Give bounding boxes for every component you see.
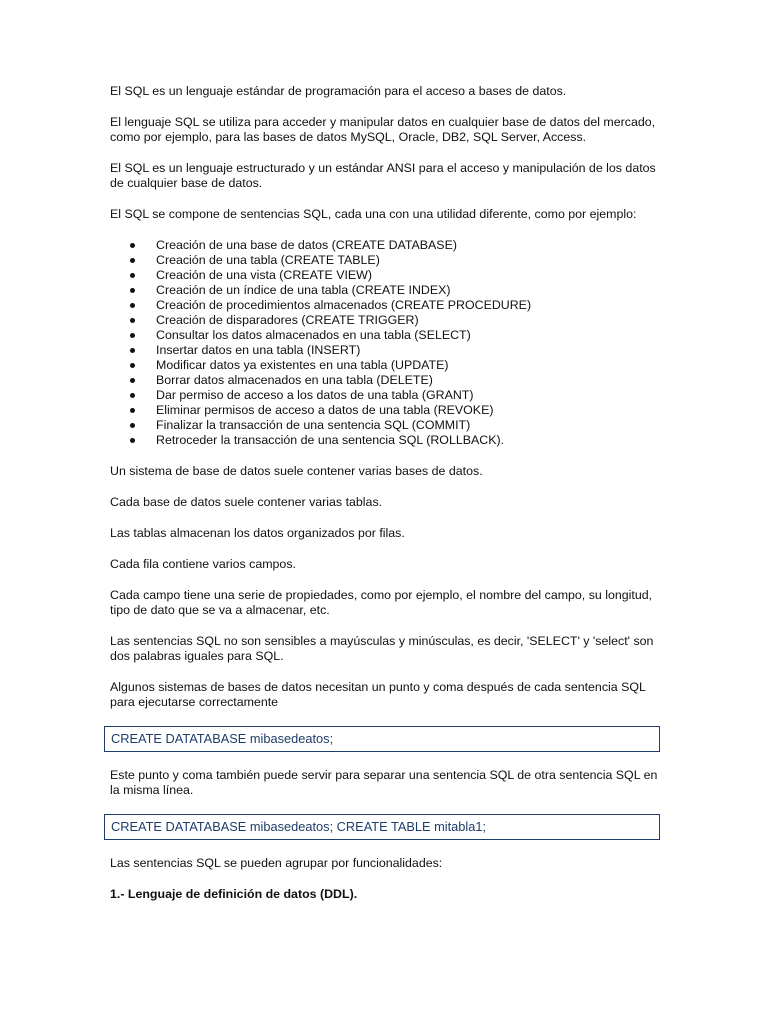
list-item bbox=[110, 373, 670, 388]
paragraph-after-code-2: Las sentencias SQL se pueden agrupar por funcionalidades: bbox=[110, 856, 443, 870]
list-item bbox=[110, 283, 670, 298]
bullet-icon bbox=[130, 288, 135, 293]
bullet-icon bbox=[130, 318, 135, 323]
list-item-text: Dar permiso de acceso a los datos de una tabla (GRANT) bbox=[156, 388, 474, 402]
list-item-text: Creación de una tabla (CREATE TABLE) bbox=[156, 253, 380, 267]
bullet-icon bbox=[130, 423, 135, 428]
code-example-box-1: CREATE DATATABASE mibasedeatos; bbox=[104, 726, 660, 752]
intro-paragraph-1: El SQL es un lenguaje estándar de programación para el acceso a bases de datos. bbox=[110, 84, 567, 98]
bullet-icon bbox=[130, 258, 135, 263]
intro-paragraph-3: El SQL es un lenguaje estructurado y un estándar ANSI para el acceso y manipulación de los datos de cualquier base de datos. bbox=[110, 161, 656, 190]
list-item-text: Insertar datos en una tabla (INSERT) bbox=[156, 343, 361, 357]
bullet-icon bbox=[130, 273, 135, 278]
bullet-icon bbox=[130, 378, 135, 383]
intro-paragraph-2: El lenguaje SQL se utiliza para acceder y manipular datos en cualquier base de datos del mercado, como por ejemplo, para las bases de datos MySQL, Oracle, DB2, SQL Server, Access. bbox=[110, 115, 656, 144]
bullet-icon bbox=[130, 393, 135, 398]
section-heading-ddl: 1.- Lenguaje de definición de datos (DDL). bbox=[110, 887, 358, 901]
list-item bbox=[110, 253, 670, 268]
list-item-text: Creación de una base de datos (CREATE DATABASE) bbox=[156, 238, 457, 252]
bullet-icon bbox=[130, 303, 135, 308]
bullet-icon bbox=[130, 408, 135, 413]
paragraph-after-code-1: Este punto y coma también puede servir para separar una sentencia SQL de otra sentencia SQL en la misma línea. bbox=[110, 768, 658, 797]
list-item-text: Borrar datos almacenados en una tabla (DELETE) bbox=[156, 373, 433, 387]
middle-paragraph-4: Cada fila contiene varios campos. bbox=[110, 557, 296, 571]
middle-paragraph-6: Las sentencias SQL no son sensibles a mayúsculas y minúsculas, es decir, 'SELECT' y 'select' son dos palabras iguales para SQL. bbox=[110, 634, 654, 663]
middle-paragraph-3: Las tablas almacenan los datos organizados por filas. bbox=[110, 526, 405, 540]
list-item-text: Creación de disparadores (CREATE TRIGGER) bbox=[156, 313, 419, 327]
list-item-text: Retroceder la transacción de una sentencia SQL (ROLLBACK). bbox=[156, 433, 505, 447]
bullet-icon bbox=[130, 333, 135, 338]
list-item bbox=[110, 388, 670, 403]
middle-paragraph-7: Algunos sistemas de bases de datos necesitan un punto y coma después de cada sentencia SQL para ejecutarse correctamente bbox=[110, 680, 646, 709]
list-item-text: Finalizar la transacción de una sentencia SQL (COMMIT) bbox=[156, 418, 471, 432]
document-page bbox=[110, 84, 670, 902]
middle-paragraph-2: Cada base de datos suele contener varias tablas. bbox=[110, 495, 383, 509]
list-item bbox=[110, 403, 670, 418]
middle-paragraph-1: Un sistema de base de datos suele contener varias bases de datos. bbox=[110, 464, 483, 478]
list-item bbox=[110, 298, 670, 313]
list-item bbox=[110, 238, 670, 253]
bullet-icon bbox=[130, 438, 135, 443]
list-item bbox=[110, 313, 670, 328]
middle-paragraph-5: Cada campo tiene una serie de propiedades, como por ejemplo, el nombre del campo, su longitud, tipo de dato que se va a almacenar, etc. bbox=[110, 588, 653, 617]
list-item bbox=[110, 418, 670, 433]
bullet-icon bbox=[130, 363, 135, 368]
list-item-text: Eliminar permisos de acceso a datos de una tabla (REVOKE) bbox=[156, 403, 494, 417]
intro-paragraph-4: El SQL se compone de sentencias SQL, cada una con una utilidad diferente, como por ejemplo: bbox=[110, 207, 637, 221]
list-item-text: Modificar datos ya existentes en una tabla (UPDATE) bbox=[156, 358, 449, 372]
sql-statements-list bbox=[110, 238, 670, 448]
bullet-icon bbox=[130, 348, 135, 353]
list-item bbox=[110, 268, 670, 283]
list-item-text: Creación de una vista (CREATE VIEW) bbox=[156, 268, 372, 282]
list-item-text: Creación de procedimientos almacenados (CREATE PROCEDURE) bbox=[156, 298, 532, 312]
code-example-box-2: CREATE DATATABASE mibasedeatos; CREATE TABLE mitabla1; bbox=[104, 814, 660, 840]
list-item bbox=[110, 328, 670, 343]
list-item bbox=[110, 433, 670, 448]
list-item bbox=[110, 343, 670, 358]
bullet-icon bbox=[130, 243, 135, 248]
list-item-text: Creación de un índice de una tabla (CREATE INDEX) bbox=[156, 283, 451, 297]
list-item-text: Consultar los datos almacenados en una tabla (SELECT) bbox=[156, 328, 471, 342]
list-item bbox=[110, 358, 670, 373]
